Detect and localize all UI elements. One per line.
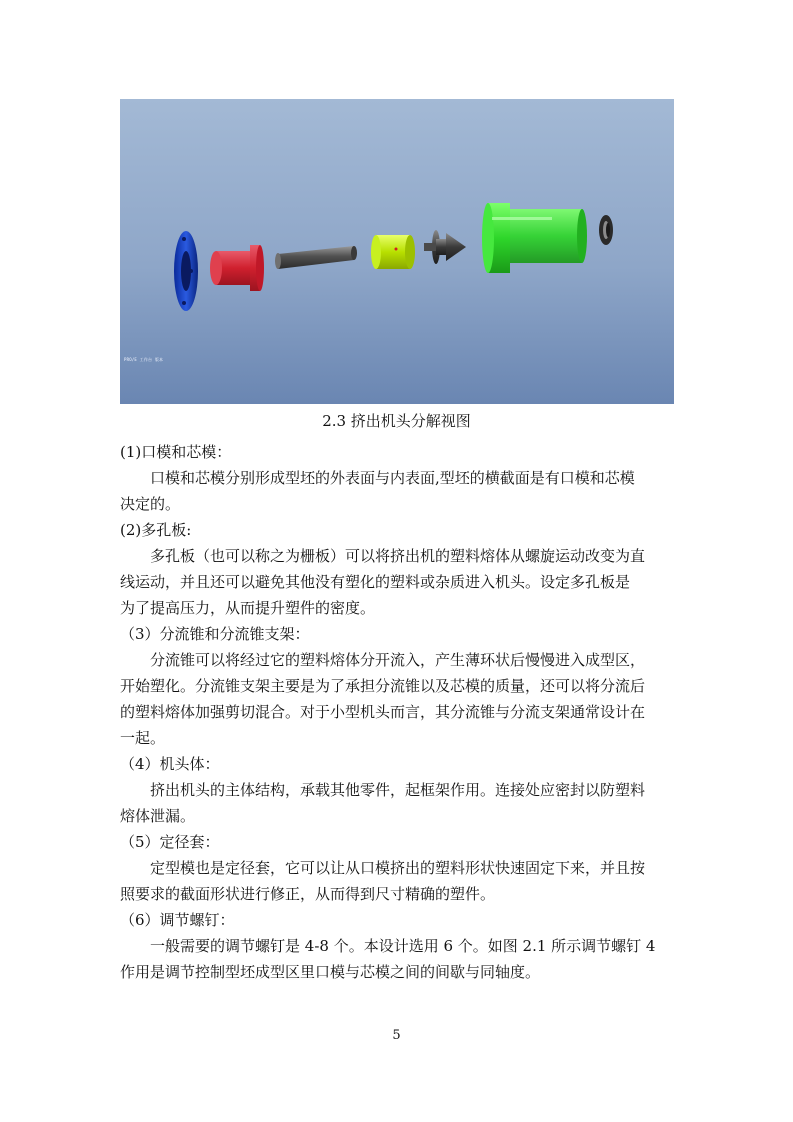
section-2-heading: (2)多孔板:: [120, 521, 192, 539]
section-3-line-1: 分流锥可以将经过它的塑料熔体分开流入，产生薄环状后慢慢进入成型区，: [150, 651, 646, 669]
exploded-view-figure: [120, 99, 674, 404]
section-3-line-3: 的塑料熔体加强剪切混合。对于小型机头而言，其分流锥与分流支架通常设计在: [120, 703, 646, 721]
spreader-cone: [424, 230, 466, 264]
section-6-heading: （6）调节螺钉：: [120, 911, 235, 929]
section-6-line-2: 作用是调节控制型坯成型区里口模与芯模之间的间歇与同轴度。: [120, 963, 541, 981]
green-body: [482, 203, 587, 273]
section-4-line-2: 熔体泄漏。: [120, 807, 196, 825]
page-number: 5: [392, 1028, 401, 1043]
section-5-line-2: 照要求的截面形状进行修正，从而得到尺寸精确的塑件。: [120, 885, 496, 903]
section-5-line-1: 定型模也是定径套，它可以让从口模挤出的塑料形状快速固定下来，并且按: [150, 859, 646, 877]
section-4-line-1: 挤出机头的主体结构，承载其他零件，起框架作用。连接处应密封以防塑料: [150, 781, 646, 799]
section-2-line-3: 为了提高压力，从而提升塑件的密度。: [120, 599, 376, 617]
section-4-heading: （4）机头体：: [120, 755, 220, 773]
section-3-line-4: 一起。: [120, 729, 166, 747]
exploded-view-illustration: [120, 99, 674, 404]
section-3-line-2: 开始塑化。分流锥支架主要是为了承担分流锥以及芯模的质量，还可以将分流后: [120, 677, 646, 695]
figure-caption: 2.3 挤出机头分解视图: [322, 412, 471, 430]
red-sleeve: [210, 245, 264, 291]
section-1-line-1: 口模和芯模分别形成型坯的外表面与内表面,型坯的横截面是有口模和芯模: [150, 469, 635, 487]
section-5-heading: （5）定径套：: [120, 833, 220, 851]
section-1-line-2: 决定的。: [120, 495, 181, 513]
section-2-line-2: 线运动，并且还可以避免其他没有塑化的塑料或杂质进入机头。设定多孔板是: [120, 573, 631, 591]
section-2-line-1: 多孔板（也可以称之为栅板）可以将挤出机的塑料熔体从螺旋运动改变为直: [150, 547, 646, 565]
section-6-line-1: 一般需要的调节螺钉是 4-8 个。本设计选用 6 个。如图 2.1 所示调节螺钉 4: [150, 937, 656, 955]
section-1-heading: (1)口模和芯模：: [120, 443, 232, 461]
dark-ring: [599, 215, 613, 245]
yellow-ring: [371, 235, 415, 269]
grey-rod: [275, 246, 357, 269]
section-3-heading: （3）分流锥和分流锥支架：: [120, 625, 310, 643]
blue-flange: [174, 231, 198, 311]
figure-watermark: PRO/E 工作台 版本: [124, 357, 164, 362]
